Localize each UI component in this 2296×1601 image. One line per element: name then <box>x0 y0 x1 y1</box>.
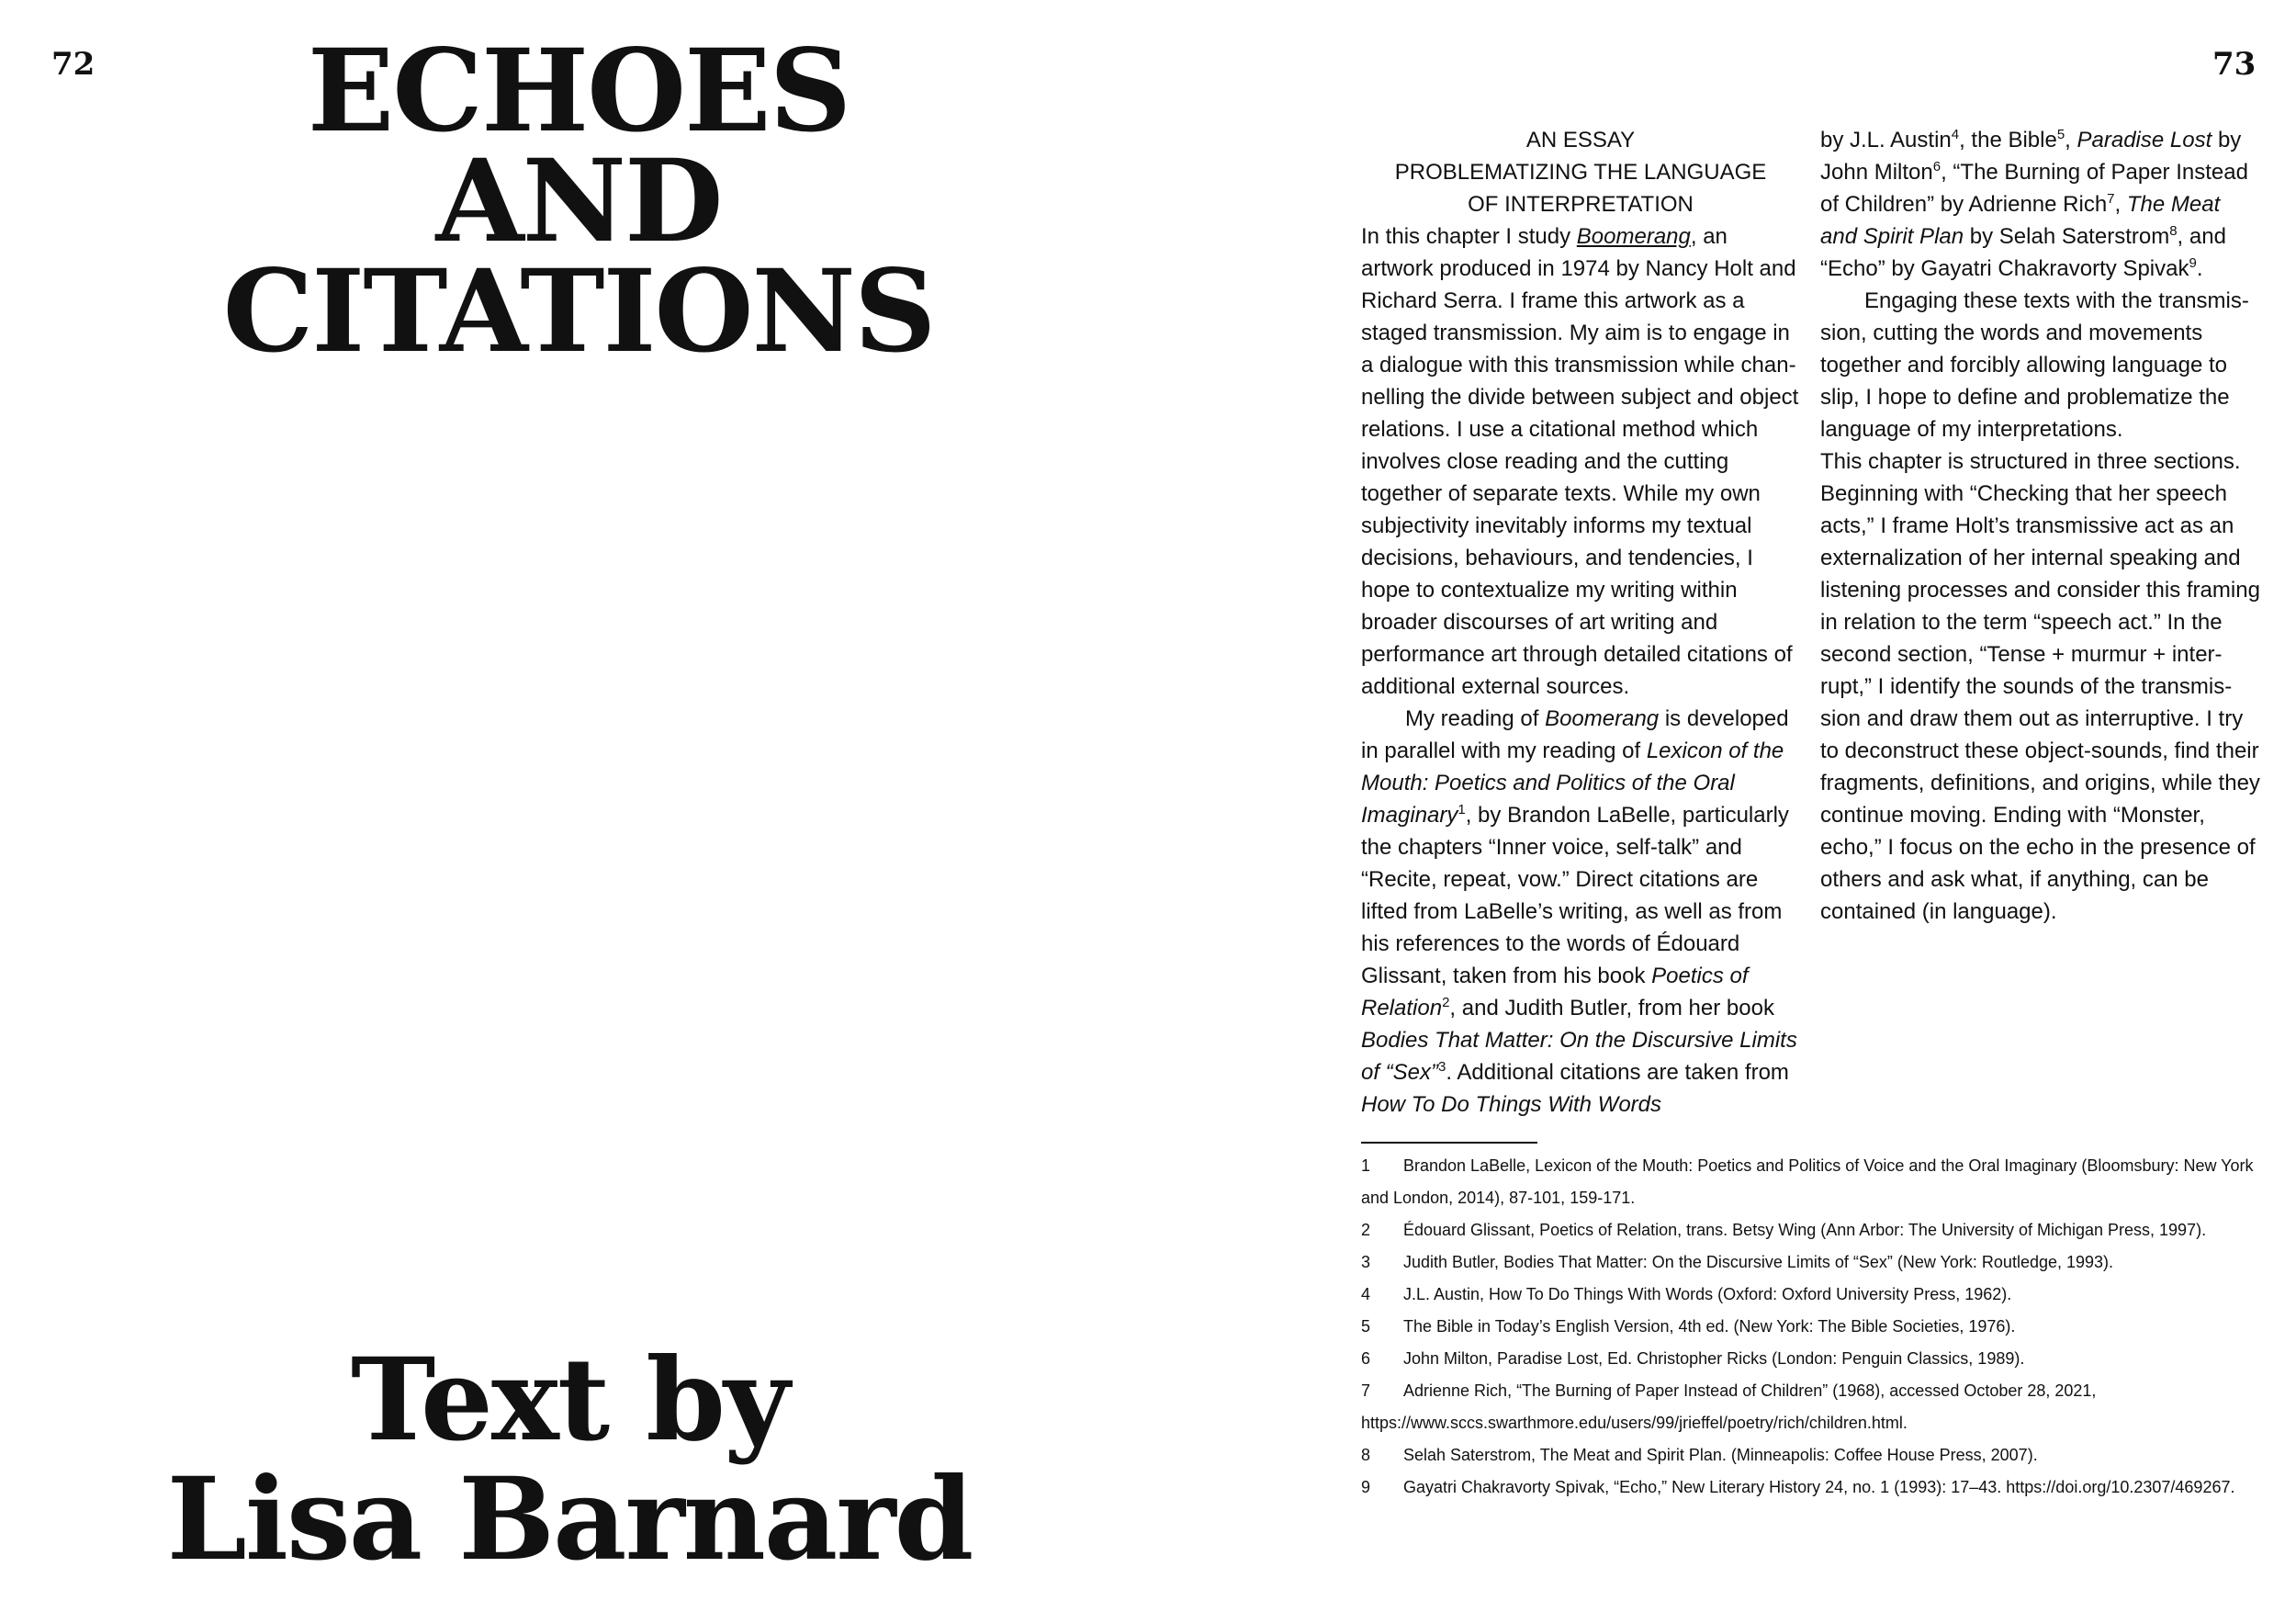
italic-title: Lexicon of the Mouth: Poetics and Politics of the Oral Imaginary <box>1361 738 1784 828</box>
footnote-ref[interactable]: 2 <box>1442 995 1450 1010</box>
essay-subtitle <box>1361 124 1800 220</box>
footnote-item <box>1361 1214 2261 1246</box>
footnote-text: John Milton, Paradise Lost, Ed. Christopher Ricks (London: Penguin Classics, 1989). <box>1403 1349 2025 1368</box>
footnote-text: Judith Butler, Bodies That Matter: On the Discursive Limits of “Sex” (New York: Routledge, 1993). <box>1403 1253 2114 1271</box>
footnote-ref[interactable]: 6 <box>1932 159 1941 175</box>
footnote-ref[interactable]: 9 <box>2189 255 2197 271</box>
footnote-number: 1 <box>1361 1156 1371 1175</box>
artwork-title-link[interactable]: Boomerang <box>1576 224 1691 249</box>
footnote-number: 6 <box>1361 1349 1371 1368</box>
text-run: , and “Echo” by Gayatri Chakravorty Spivak <box>1820 224 2226 281</box>
page-number-right: 73 <box>2212 46 2257 83</box>
author-credit-line: Text by <box>350 1334 789 1467</box>
footnote-text: J.L. Austin, How To Do Things With Words (Oxford: Oxford University Press, 1962). <box>1403 1285 2012 1303</box>
footnote-item <box>1361 1246 2261 1279</box>
author-credit-line: Lisa Barnard <box>166 1453 973 1586</box>
footnote-ref[interactable]: 5 <box>2056 127 2065 142</box>
footnote-text: Gayatri Chakravorty Spivak, “Echo,” New Literary History 24, no. 1 (1993): 17–43. https://doi.org/10.2307/469267. <box>1403 1478 2235 1496</box>
footnote-divider <box>1361 1142 1537 1144</box>
essay-paragraph-4: This chapter is structured in three sections. Beginning with “Checking that her speech acts,” I frame Holt’s transmissive act as an externalization of her internal speaking and listening processes and consider this framing in relation to the term “speech act.” In the second section, “Tense + murmur + inter-rupt,” I identify the sounds of the transmis-sion and draw them out as interruptive. I try to deconstruct these object-sounds, find their fragments, definitions, and origins, while they continue moving. Ending with “Monster, echo,” I focus on the echo in the presence of others and ask what, if anything, can be contained (in language). <box>1820 449 2260 924</box>
footnote-text: Brandon LaBelle, Lexicon of the Mouth: Poetics and Politics of Voice and the Oral Imaginary (Bloomsbury: New York and London, 2014), 87-101, 159-171. <box>1361 1156 2254 1207</box>
text-run: , <box>2065 128 2077 152</box>
author-credit <box>165 1334 974 1586</box>
text-run: , <box>2114 192 2127 217</box>
footnote-number: 4 <box>1361 1285 1371 1303</box>
italic-title: The Meat and Spirit Plan <box>1820 192 2221 249</box>
footnote-text: Édouard Glissant, Poetics of Relation, trans. Betsy Wing (Ann Arbor: The University of Michigan Press, 1997). <box>1403 1221 2207 1239</box>
footnote-number: 8 <box>1361 1446 1371 1464</box>
text-run: , the Bible <box>1959 128 2057 152</box>
essay-subtitle-line: AN ESSAY <box>1525 128 1636 152</box>
text-run: , and Judith Butler, from her book <box>1449 996 1774 1020</box>
footnote-number: 9 <box>1361 1478 1371 1496</box>
essay-paragraph-3: Engaging these texts with the transmis-sion, cutting the words and movements together and forcibly allowing language to slip, I hope to define and problematize the language of my interpretations. <box>1820 288 2249 442</box>
footnote-number: 3 <box>1361 1253 1371 1271</box>
footnote-item <box>1361 1150 2261 1214</box>
text-run: by J.L. Austin <box>1820 128 1952 152</box>
footnote-ref[interactable]: 1 <box>1458 802 1466 817</box>
text-run: , “The Burning of Paper Instead of Children” by Adrienne Rich <box>1820 160 2248 217</box>
footnote-item <box>1361 1375 2261 1439</box>
text-run: is developed in parallel with my reading of <box>1361 706 1789 763</box>
essay-paragraph-1 <box>1361 220 1800 703</box>
footnote-ref[interactable]: 4 <box>1951 127 1960 142</box>
italic-title: Paradise Lost <box>2077 128 2212 152</box>
text-run: by John Milton <box>1820 128 2242 185</box>
essay-paragraph-2 <box>1361 703 1800 1121</box>
italic-title: Bodies That Matter: On the Discursive Limits of “Sex” <box>1361 1028 1797 1085</box>
text-run: My reading of <box>1405 706 1546 731</box>
text-run: . Additional citations are taken from <box>1446 1060 1789 1085</box>
text-run: , an artwork produced in 1974 by Nancy Holt and Richard Serra. I frame this artwork as a staged transmission. My aim is to engage in a dialogue with this transmission while chan-nelling the divide between subject and object relations. I use a citational method which involves close reading and the cutting together of separate texts. While my own subjectivity inevitably informs my textual decisions, behaviours, and tendencies, I hope to contextualize my writing within broader discourses of art writing and performance art through detailed citations of additional external sources. <box>1361 224 1799 699</box>
footnote-text: Selah Saterstrom, The Meat and Spirit Plan. (Minneapolis: Coffee House Press, 2007). <box>1403 1446 2038 1464</box>
page-number-left: 72 <box>51 46 96 83</box>
essay-subtitle-line: OF INTERPRETATION <box>1468 192 1694 217</box>
chapter-title-line: CITATIONS <box>222 245 935 378</box>
chapter-title-line: ECHOES <box>307 25 850 158</box>
essay-subtitle-line: PROBLEMATIZING THE LANGUAGE <box>1394 160 1767 185</box>
footnote-item <box>1361 1279 2261 1311</box>
footnote-item <box>1361 1311 2261 1343</box>
text-run: by Selah Saterstrom <box>1964 224 2170 249</box>
footnote-item <box>1361 1471 2261 1504</box>
text-run: In this chapter I study <box>1361 224 1577 249</box>
essay-column-right <box>1820 124 2261 928</box>
footnote-ref[interactable]: 3 <box>1438 1059 1446 1075</box>
footnote-number: 5 <box>1361 1317 1371 1336</box>
essay-column-left <box>1361 124 1800 1121</box>
footnote-number: 2 <box>1361 1221 1371 1239</box>
text-run: . <box>2196 256 2203 281</box>
footnotes <box>1361 1150 2261 1504</box>
italic-title: Poetics of Relation <box>1361 964 1749 1020</box>
text-run: , by Brandon LaBelle, particularly the chapters “Inner voice, self-talk” and “Recite, repeat, vow.” Direct citations are lifted from LaBelle’s writing, as well as from his references to the words of Édouard Glissant, taken from his book <box>1361 803 1789 988</box>
italic-title: How To Do Things With Words <box>1361 1092 1661 1117</box>
footnote-number: 7 <box>1361 1381 1371 1400</box>
chapter-title-line: AND <box>435 135 722 268</box>
footnote-text: The Bible in Today’s English Version, 4th ed. (New York: The Bible Societies, 1976). <box>1403 1317 2016 1336</box>
footnote-item <box>1361 1343 2261 1375</box>
chapter-title <box>184 25 974 378</box>
italic-title: Boomerang <box>1545 706 1660 731</box>
footnote-ref[interactable]: 8 <box>2169 223 2178 239</box>
essay-paragraph-2-continued <box>1820 124 2261 285</box>
footnote-ref[interactable]: 7 <box>2107 191 2115 207</box>
footnote-text: Adrienne Rich, “The Burning of Paper Instead of Children” (1968), accessed October 28, 2021, https://www.sccs.swarthmore.edu/users/99/jrieffel/poetry/rich/children.html. <box>1361 1381 2097 1432</box>
footnote-item <box>1361 1439 2261 1471</box>
